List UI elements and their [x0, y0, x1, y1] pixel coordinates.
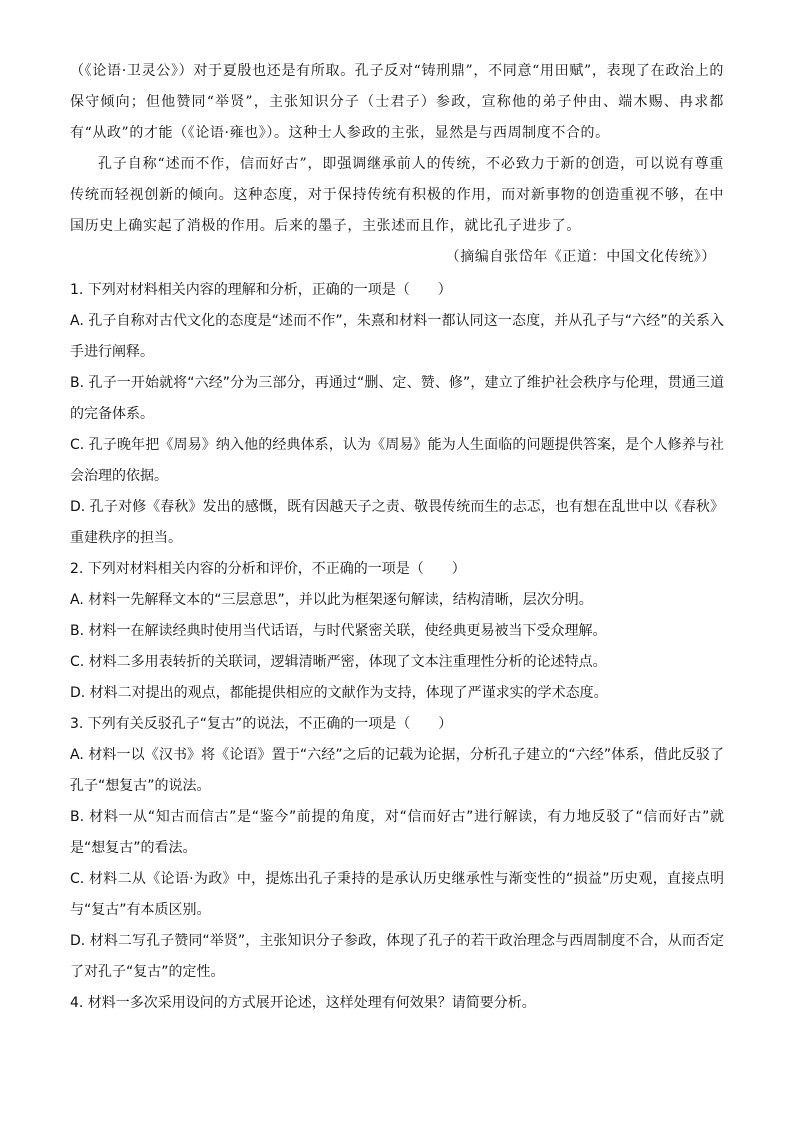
option-d: D. 材料二对提出的观点，都能提供相应的文献作为支持，体现了严谨求实的学术态度。: [70, 685, 608, 701]
question-2: [70, 554, 724, 709]
question-3: [70, 709, 724, 988]
reading-passage: [70, 56, 724, 273]
option-c: C. 材料二多用表转折的关联词，逻辑清晰严密，体现了文本注重理性分析的论述特点。: [70, 654, 607, 670]
document-page: [70, 56, 724, 1019]
question-stem: 1. 下列对材料相关内容的理解和分析，正确的一项是（ ）: [70, 282, 452, 298]
passage-paragraph: （《论语·卫灵公》）对于夏殷也还是有所取。孔子反对“铸刑鼎”，不同意“用田赋”，表现了在政治上的保守倾向；但他赞同“举贤”，主张知识分子（士君子）参政，宣称他的弟子仲由、端木赐、冉求都有“从政”的才能（《论语·雍也》）。这种士人参政的主张，显然是与西周制度不合的。: [70, 63, 724, 141]
question-4: [70, 988, 724, 1019]
option-b: B. 材料一在解读经典时使用当代话语，与时代紧密关联，使经典更易被当下受众理解。: [70, 623, 607, 639]
option-d: D. 孔子对修《春秋》发出的感慨，既有因越天子之责、敬畏传统而生的忐忑，也有想在乱世中以《春秋》重建秩序的担当。: [70, 499, 724, 546]
passage-source: （摘编自张岱年《正道：中国文化传统》）: [445, 249, 716, 265]
passage-paragraph: 孔子自称“述而不作，信而好古”，即强调继承前人的传统，不必致力于新的创造，可以说有尊重传统而轻视创新的倾向。这种态度，对于保持传统有积极的作用，而对新事物的创造重视不够，在中国历史上确实起了消极的作用。后来的墨子，主张述而且作，就比孔子进步了。: [70, 156, 724, 234]
option-c: C. 孔子晚年把《周易》纳入他的经典体系，认为《周易》能为人生面临的问题提供答案，是个人修养与社会治理的依据。: [70, 437, 724, 484]
option-c: C. 材料二从《论语·为政》中，提炼出孔子秉持的是承认历史继承性与渐变性的“损益”历史观，直接点明与“复古”有本质区别。: [70, 871, 724, 918]
option-b: B. 材料一从“知古而信古”是“鉴今”前提的角度，对“信而好古”进行解读，有力地反驳了“信而好古”就是“想复古”的看法。: [70, 809, 724, 856]
option-a: A. 材料一先解释文本的“三层意思”，并以此为框架逐句解读，结构清晰，层次分明。: [70, 592, 593, 608]
option-b: B. 孔子一开始就将“六经”分为三部分，再通过“删、定、赞、修”，建立了维护社会秩序与伦理，贯通三道的完备体系。: [70, 375, 724, 422]
option-d: D. 材料二写孔子赞同“举贤”，主张知识分子参政，体现了孔子的若干政治理念与西周制度不合，从而否定了对孔子“复古”的定性。: [70, 933, 724, 980]
question-1: [70, 275, 724, 554]
question-stem: 2. 下列对材料相关内容的分析和评价，不正确的一项是（ ）: [70, 561, 466, 577]
question-list: [70, 275, 724, 1019]
option-a: A. 材料一以《汉书》将《论语》置于“六经”之后的记载为论据，分析孔子建立的“六经”体系，借此反驳了孔子“想复古”的说法。: [70, 747, 724, 794]
option-a: A. 孔子自称对古代文化的态度是“述而不作”，朱熹和材料一都认同这一态度，并从孔子与“六经”的关系入手进行阐释。: [70, 313, 724, 360]
question-stem: 3. 下列有关反驳孔子“复古”的说法，不正确的一项是（ ）: [70, 716, 453, 732]
question-stem: 4. 材料一多次采用设问的方式展开论述，这样处理有何效果？请简要分析。: [70, 995, 536, 1011]
